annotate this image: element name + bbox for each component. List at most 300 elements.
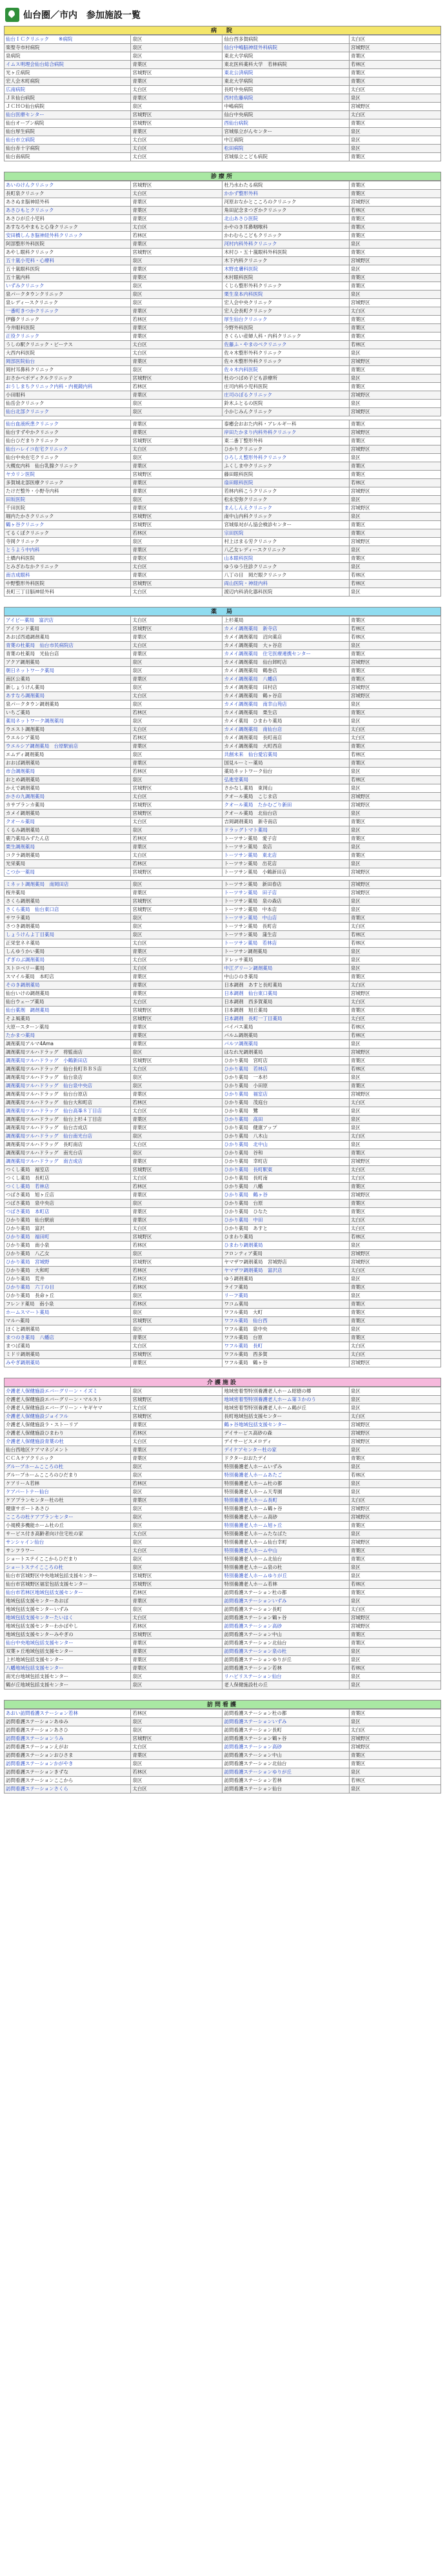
facility-name[interactable]: おさかべボディクルクリニック	[5, 374, 131, 383]
facility-name[interactable]: ワフル薬局 台原	[222, 1334, 349, 1342]
facility-name[interactable]: ひかり薬局 南小泉	[5, 1242, 131, 1250]
facility-name[interactable]: ひかり薬局 長町駅東	[222, 1166, 349, 1174]
facility-name[interactable]: ヤマザワ調剤薬局 富沢店	[222, 1267, 349, 1275]
facility-name[interactable]: 北山あさひ医院	[222, 215, 349, 223]
facility-name[interactable]: 村上ほまる労クリニック	[222, 538, 349, 546]
facility-name[interactable]: ウエルシア薬局	[5, 734, 131, 742]
facility-name[interactable]: つくし薬局 若林店	[5, 1183, 131, 1191]
facility-name[interactable]: 地域密着型特別養護老人ホーム鶴が丘	[222, 1404, 349, 1413]
facility-name[interactable]: 特別養護老人ホーム高砂	[222, 1513, 349, 1522]
facility-name[interactable]: 青葉の杜薬局 光仙台店	[5, 650, 131, 659]
facility-name[interactable]: 宏人会木町病院	[5, 77, 131, 86]
facility-name[interactable]: 仙台北部クリニック	[5, 408, 131, 416]
facility-name[interactable]: 訪問看護ステーションうみ	[5, 1735, 131, 1743]
facility-name[interactable]: トーツサン薬局 長町店	[222, 923, 349, 931]
facility-name[interactable]: 地域包括支援センターみやぎの	[5, 1631, 131, 1639]
facility-name[interactable]: 上杉地域包括支援センター	[5, 1656, 131, 1664]
facility-name[interactable]: ひかり薬局 宮町店	[222, 1057, 349, 1065]
facility-name[interactable]: 訪問看護ステーション仙台	[222, 1785, 349, 1794]
facility-name[interactable]: 訪問看護ステーションきずな	[5, 1768, 131, 1777]
facility-name[interactable]: 伊藤クリニック	[5, 316, 131, 324]
facility-name[interactable]: 新しょうけん薬局	[5, 684, 131, 692]
facility-name[interactable]: サンフラワー	[5, 1547, 131, 1555]
facility-name[interactable]: マルハ薬局	[5, 1317, 131, 1325]
facility-name[interactable]: 中山ひのき薬局	[222, 973, 349, 981]
facility-name[interactable]: 佐々木整形外科クリニック	[222, 358, 349, 366]
facility-name[interactable]: てるくぼクリニック	[5, 529, 131, 538]
facility-name[interactable]: ミネット調剤薬局 南岡田店	[5, 881, 131, 889]
facility-name[interactable]: 仙台南病院	[5, 153, 131, 161]
facility-name[interactable]: 特別養護老人ホーム仙台幸町	[222, 1538, 349, 1547]
facility-name[interactable]: ホームスマート薬局	[5, 1309, 131, 1317]
facility-name[interactable]: 調剤薬局ツルハドラッグ 南吉成店	[5, 1158, 131, 1166]
facility-name[interactable]: 仙台血液疾患クリニック	[5, 420, 131, 429]
facility-name[interactable]: カメイ調剤薬局 田村店	[222, 684, 349, 692]
facility-name[interactable]: 南中山内科クリニック	[222, 513, 349, 521]
facility-name[interactable]: トーツサン薬局 中山店	[222, 914, 349, 923]
facility-name[interactable]: 佐藤ふ・やまのべクリニック	[222, 341, 349, 349]
facility-name[interactable]: 調剤薬局ツルハドラッグ 南光台店	[5, 1149, 131, 1158]
facility-name[interactable]: 仙台中央病院	[222, 111, 349, 119]
facility-name[interactable]: 訪問看護ステーションゆりが丘	[222, 1656, 349, 1664]
facility-name[interactable]: ミドリ調剤薬局	[5, 1351, 131, 1359]
facility-name[interactable]: ゆう調剤薬局	[222, 1275, 349, 1283]
facility-name[interactable]: あすなろ調剤薬局	[5, 692, 131, 700]
facility-name[interactable]: 仙台西多賀病院	[222, 36, 349, 44]
facility-name[interactable]: ひかり薬局 一本杉	[222, 1074, 349, 1082]
facility-name[interactable]: 特別養護老人ホームたなばた	[222, 1530, 349, 1538]
facility-name[interactable]: こころの杜ケアプランセンター	[5, 1513, 131, 1522]
facility-name[interactable]: 日本調剤 長町一丁目薬局	[222, 1015, 349, 1023]
facility-name[interactable]: 仙台中嶋脳神経外科病院	[222, 44, 349, 52]
facility-name[interactable]: 楽聖寺市村病院	[5, 44, 131, 52]
facility-name[interactable]: 仙台市若林区地域包括支援センター	[5, 1589, 131, 1597]
facility-name[interactable]: 鶴ヶ谷クリニック	[5, 521, 131, 529]
facility-name[interactable]: 仙台ハレイコ在宅クリニック	[5, 445, 131, 454]
facility-name[interactable]: 小かじみんクリニック	[222, 408, 349, 416]
facility-name[interactable]: 訪問看護ステーション中山	[222, 1752, 349, 1760]
facility-name[interactable]: 地域包括支援センターたいはく	[5, 1614, 131, 1622]
facility-name[interactable]: 正役クリニック	[5, 332, 131, 341]
facility-name[interactable]: あやし眼科クリニック	[5, 249, 131, 257]
facility-name[interactable]: カメイ調剤薬局 仙台卸町店	[222, 659, 349, 667]
facility-name[interactable]: カメイ調剤薬局 八幡店	[222, 675, 349, 684]
facility-name[interactable]: さくらい産婦人科・内科クリニック	[222, 332, 349, 341]
facility-name[interactable]: いずみクリニック	[5, 282, 131, 291]
facility-name[interactable]: 調剤薬局ツルハドラッグ 長町南店	[5, 1141, 131, 1149]
facility-name[interactable]: 五十嵐内科	[5, 274, 131, 282]
facility-name[interactable]: クオール薬局 北仙台店	[222, 810, 349, 818]
facility-name[interactable]: 山本眼科医院	[222, 555, 349, 563]
facility-name[interactable]: フロンティア薬局	[222, 1250, 349, 1258]
facility-name[interactable]: たけだ整外・小野寺内科	[5, 487, 131, 496]
facility-name[interactable]: カメイ調剤薬局 沼向薬店	[222, 633, 349, 642]
facility-name[interactable]: 宮城県立がんセンター	[222, 128, 349, 136]
facility-name[interactable]: 訪問看護ステーション若林	[222, 1777, 349, 1785]
facility-name[interactable]: 宮城県立こども病院	[222, 153, 349, 161]
facility-name[interactable]: ずぎのぶ調剤薬局	[5, 956, 131, 965]
facility-name[interactable]: 栗生泉本内科医院	[222, 291, 349, 299]
facility-name[interactable]: 介護老人保健施設ひまわり	[5, 1429, 131, 1438]
facility-name[interactable]: 仙台中央地域包括支援センター	[5, 1639, 131, 1648]
facility-name[interactable]: とみざわなかクリニック	[5, 563, 131, 571]
facility-name[interactable]: 広南病院	[5, 86, 131, 94]
facility-name[interactable]: そのき調剤薬局	[5, 981, 131, 990]
facility-name[interactable]: 調剤薬局ツルハドラッグ 仙台泉中央店	[5, 1082, 131, 1090]
facility-name[interactable]: 若林内科こうクリニック	[222, 487, 349, 496]
facility-name[interactable]: グループホームこころの杜	[5, 1463, 131, 1471]
facility-name[interactable]: あすなろやまもと心身クリニック	[5, 223, 131, 232]
facility-name[interactable]: 訪問看護ステーションおひさま	[5, 1752, 131, 1760]
facility-name[interactable]: かえで調剤薬局	[5, 784, 131, 793]
facility-name[interactable]: ウエルシア調剤薬局 台原駅前店	[5, 742, 131, 751]
facility-name[interactable]: 南吉成眼科	[5, 571, 131, 580]
facility-name[interactable]: 大西内科医院	[5, 349, 131, 358]
facility-name[interactable]: アイビー薬局 富沢店	[5, 617, 131, 625]
facility-name[interactable]: そよ風薬局	[5, 1015, 131, 1023]
facility-name[interactable]: 仙台ひだまりクリニック	[5, 437, 131, 445]
facility-name[interactable]: 木村眼科医院	[222, 274, 349, 282]
facility-name[interactable]: ひかり薬局 仙台駅前	[5, 1216, 131, 1225]
facility-name[interactable]: 岡部医院仙台	[5, 358, 131, 366]
facility-name[interactable]: 仙岳会クリニック	[5, 400, 131, 408]
facility-name[interactable]: カメイ調剤薬局 鶴巻店	[222, 667, 349, 675]
facility-name[interactable]: 八乙女レディースクリニック	[222, 546, 349, 555]
facility-name[interactable]: 地域包括支援センターわかばやし	[5, 1622, 131, 1631]
facility-name[interactable]: 東北大学病院	[222, 77, 349, 86]
facility-name[interactable]: 調剤薬局ツルハドラッグ 仙台吉成店	[5, 1124, 131, 1132]
facility-name[interactable]: 特別養護老人ホームあたご	[222, 1471, 349, 1480]
facility-name[interactable]: ひかり薬局 八木山	[222, 1132, 349, 1141]
facility-name[interactable]: おとめ調剤薬局	[5, 776, 131, 784]
facility-name[interactable]: 木下内科クリニック	[222, 257, 349, 265]
facility-name[interactable]: 千田医院	[5, 504, 131, 513]
facility-name[interactable]: デイケアセンター杜の家	[222, 1446, 349, 1455]
facility-name[interactable]: 地域密着型特別養護老人ホーム第３かのう	[222, 1396, 349, 1404]
facility-name[interactable]: カメイ調剤薬局 南幸山苑店	[222, 700, 349, 709]
facility-name[interactable]: とうよう中内科	[5, 546, 131, 555]
facility-name[interactable]: 特別養護老人ホーム若林	[222, 1580, 349, 1589]
facility-name[interactable]: ひかり薬局 谷和	[222, 1149, 349, 1158]
facility-name[interactable]: ケアリーＡ若林	[5, 1480, 131, 1488]
facility-name[interactable]: エムディ調剤薬局	[5, 751, 131, 759]
facility-name[interactable]: 堀内たかさクリニック	[5, 513, 131, 521]
facility-name[interactable]: 五十嵐眼科医院	[5, 265, 131, 274]
facility-name[interactable]: カメイ調剤薬局 大ヶ谷店	[222, 642, 349, 650]
facility-name[interactable]: 桜井薬局	[5, 889, 131, 897]
facility-name[interactable]: 訪問看護ステーション高砂	[222, 1743, 349, 1752]
facility-name[interactable]: 中野整形外科医院	[5, 580, 131, 588]
facility-name[interactable]: 仙台西地区ケアマネジメント	[5, 1446, 131, 1455]
facility-name[interactable]: 訪問看護ステーション北仙台	[222, 1639, 349, 1648]
facility-name[interactable]: コクラ調剤薬局	[5, 852, 131, 860]
facility-name[interactable]: ヤマザワ調剤薬局 宮城野店	[222, 1258, 349, 1267]
facility-name[interactable]: つくし薬局 福室店	[5, 1166, 131, 1174]
facility-name[interactable]: あさひもとクリニック	[5, 207, 131, 215]
facility-name[interactable]: 介護老人保健施設ジョイフル	[5, 1413, 131, 1421]
facility-name[interactable]: 調剤薬局ツルハドラッグ 仙台長町ＢＢＳ店	[5, 1065, 131, 1074]
facility-name[interactable]: ひかり薬局 北中山	[222, 1141, 349, 1149]
facility-name[interactable]: 仙台中央在宅クリニック	[5, 454, 131, 462]
facility-name[interactable]: トーツサン調剤薬局	[222, 948, 349, 956]
facility-name[interactable]: 泉パークタウン調剤薬局	[5, 700, 131, 709]
facility-name[interactable]: ひかり薬局 中田	[222, 1216, 349, 1225]
facility-name[interactable]: 日本調剤 仙台東口薬局	[222, 990, 349, 998]
facility-name[interactable]: ひかり薬局 幸町店	[222, 1158, 349, 1166]
facility-name[interactable]: ひかり薬局 長町南	[222, 1174, 349, 1183]
facility-name[interactable]: 東北公済病院	[222, 69, 349, 77]
facility-name[interactable]: ひかり薬局 八乙女	[5, 1250, 131, 1258]
facility-name[interactable]: デイサービス高砂の森	[222, 1429, 349, 1438]
facility-name[interactable]: さくら薬局 仙台東口店	[5, 906, 131, 914]
facility-name[interactable]: 仙台オープン病院	[5, 119, 131, 128]
facility-name[interactable]: ストロベリー薬局	[5, 965, 131, 973]
facility-name[interactable]: 厚生仙台クリニック	[222, 316, 349, 324]
facility-name[interactable]: ひかり薬局 富沢	[5, 1225, 131, 1233]
facility-name[interactable]: ひかり薬局 茂庭台	[222, 1099, 349, 1107]
facility-name[interactable]: 薬局ネットワーク調剤薬局	[5, 717, 131, 726]
facility-name[interactable]: 五十嵐小児科・心療科	[5, 257, 131, 265]
facility-name[interactable]: ひかり薬局 長命ヶ丘	[5, 1292, 131, 1300]
facility-name[interactable]: さかなし薬局 東岡山	[222, 784, 349, 793]
facility-name[interactable]: 日本調剤 旭丘薬局	[222, 1007, 349, 1015]
facility-name[interactable]: 調剤薬局ツルハドラッグ 小鶴新田店	[5, 1057, 131, 1065]
facility-name[interactable]: 岸田たかまり内科外科クリニック	[222, 429, 349, 437]
facility-name[interactable]: おうしまちクリニック内科・内視鏡内科	[5, 383, 131, 391]
facility-name[interactable]: しょうけんよ丁目薬局	[5, 931, 131, 939]
facility-name[interactable]: ワフル薬局 大町	[222, 1309, 349, 1317]
facility-name[interactable]: 訪問看護ステーション長町	[222, 1606, 349, 1614]
facility-name[interactable]: 訪問看護ステーション若林	[222, 1664, 349, 1673]
facility-name[interactable]: つばさ薬局 本町店	[5, 1208, 131, 1216]
facility-name[interactable]: ひかり薬局 福室店	[222, 1090, 349, 1099]
facility-name[interactable]: いちご薬局	[5, 709, 131, 717]
facility-name[interactable]: アイランド薬局	[5, 625, 131, 633]
facility-name[interactable]: ショートステイこころの杜	[5, 1564, 131, 1572]
facility-name[interactable]: ひかり薬局 八幡	[222, 1183, 349, 1191]
facility-name[interactable]: 鶴ヶ谷地域包括支援センター	[222, 1421, 349, 1429]
facility-name[interactable]: ひかり薬局 健康アップ	[222, 1124, 349, 1132]
facility-name[interactable]: 大槻皮内科 仙台乳腺クリニック	[5, 462, 131, 471]
facility-name[interactable]: カメイ調剤薬局 鶴ヶ谷店	[222, 692, 349, 700]
facility-name[interactable]: ワフル薬局 鶴ヶ谷	[222, 1359, 349, 1367]
facility-name[interactable]: フレンド薬局 南小泉	[5, 1300, 131, 1309]
facility-name[interactable]: 東北大学病院	[222, 52, 349, 61]
facility-name[interactable]: パルム調剤薬局	[222, 1032, 349, 1040]
facility-name[interactable]: 市合調剤薬局	[5, 768, 131, 776]
facility-name[interactable]: ひろしえ整形外科クリニック	[222, 454, 349, 462]
facility-name[interactable]: 健康サポートあさひ	[5, 1505, 131, 1513]
facility-name[interactable]: 介護老人保健施設青葉の杜	[5, 1438, 131, 1446]
facility-name[interactable]: トーツサン薬局 中本店	[222, 906, 349, 914]
facility-name[interactable]: トーツサン薬局 若林店	[222, 939, 349, 948]
facility-name[interactable]: 訪問看護ステーションあゆみ	[5, 1718, 131, 1726]
facility-name[interactable]: 地域包括支援センターいずみ	[5, 1606, 131, 1614]
facility-name[interactable]: リーフ薬局	[222, 1292, 349, 1300]
facility-name[interactable]: 木野皮膚科医院	[222, 265, 349, 274]
facility-name[interactable]: イムス明理会仙台総合病院	[5, 61, 131, 69]
facility-name[interactable]: 宏人会長町クリニック	[222, 307, 349, 316]
facility-name[interactable]: 特別養護老人ホーム杜の都	[222, 1480, 349, 1488]
facility-name[interactable]: ひまわり薬局	[222, 1233, 349, 1242]
facility-name[interactable]: さつき調剤薬局	[5, 923, 131, 931]
facility-name[interactable]: トーツサン薬局 泉の森店	[222, 897, 349, 906]
facility-name[interactable]: つくし薬局 長町店	[5, 1174, 131, 1183]
facility-name[interactable]: つばさ薬局 泉中央店	[5, 1200, 131, 1208]
facility-name[interactable]: 田坂医院	[5, 496, 131, 504]
facility-name[interactable]: ウエスト調剤薬局	[5, 726, 131, 734]
facility-name[interactable]: ひかり薬局 福田町	[5, 1233, 131, 1242]
facility-name[interactable]: ドラッグトマト薬局	[222, 826, 349, 835]
facility-name[interactable]: 長町中央病院	[222, 86, 349, 94]
facility-name[interactable]: ひかり薬局 六丁の目	[5, 1283, 131, 1292]
facility-name[interactable]: 地域密着型特別養護老人ホーム昭徳の郷	[222, 1387, 349, 1396]
facility-name[interactable]: トーツサン薬局 蒲生店	[222, 931, 349, 939]
facility-name[interactable]: トーツサン薬局 東北店	[222, 852, 349, 860]
facility-name[interactable]: 地域包括支援センターあおば	[5, 1597, 131, 1606]
facility-name[interactable]: 西仙台病院	[222, 119, 349, 128]
facility-name[interactable]: 仙台厚生病院	[5, 128, 131, 136]
facility-name[interactable]: 特別養護老人ホーム泉の杜	[222, 1564, 349, 1572]
facility-name[interactable]: 寺岡クリニック	[5, 538, 131, 546]
facility-name[interactable]: かわむらこどもクリニック	[222, 232, 349, 240]
facility-name[interactable]: ケアパートナー仙台	[5, 1488, 131, 1497]
facility-name[interactable]: 特別養護老人ホーム天寿園	[222, 1488, 349, 1497]
facility-name[interactable]: 河村内科外科クリニック	[222, 240, 349, 249]
facility-name[interactable]: 仙台市宮城野区福室包括支援センター	[5, 1580, 131, 1589]
facility-name[interactable]: ドクターおおたデイ	[222, 1455, 349, 1463]
facility-name[interactable]: まつのき薬局 八幡店	[5, 1334, 131, 1342]
facility-name[interactable]: スマイル薬局 本町店	[5, 973, 131, 981]
facility-name[interactable]: 訪問看護ステーション北仙台	[222, 1760, 349, 1768]
facility-name[interactable]: 宏人会中央クリニック	[222, 299, 349, 307]
facility-name[interactable]: 訪問看護ステーション中山	[222, 1631, 349, 1639]
facility-name[interactable]: 吉岡調剤薬局 新寺南店	[222, 818, 349, 826]
facility-name[interactable]: ひかりクリニック	[222, 445, 349, 454]
facility-name[interactable]: 光ヶ丘病院	[5, 69, 131, 77]
facility-name[interactable]: こつか一薬局	[5, 868, 131, 877]
facility-name[interactable]: 仙台ＩＣクリニック ※病院	[5, 36, 131, 44]
facility-name[interactable]: 仙台市立病院	[5, 136, 131, 145]
facility-name[interactable]: 松永安弥クリニック	[222, 496, 349, 504]
facility-name[interactable]: ひかり薬局 荒井	[5, 1275, 131, 1283]
facility-name[interactable]: ひかり薬局 鷺	[222, 1107, 349, 1116]
facility-name[interactable]: 薬局ネットワーク仙台	[222, 768, 349, 776]
facility-name[interactable]: ワフル薬局 仙台西	[222, 1317, 349, 1325]
facility-name[interactable]: ライフ薬局	[222, 1283, 349, 1292]
facility-name[interactable]: リハビリステーション仙台	[222, 1673, 349, 1681]
facility-name[interactable]: 杜乃水わたる病院	[222, 181, 349, 190]
facility-name[interactable]: おおば調剤薬局	[5, 759, 131, 768]
facility-name[interactable]: 中嶋病院	[222, 103, 349, 111]
facility-name[interactable]: ひかり薬局 若林店	[222, 1065, 349, 1074]
facility-name[interactable]: 庄司のぼるクリニック	[222, 391, 349, 400]
facility-name[interactable]: 訪問看護ステーションさくら	[5, 1785, 131, 1794]
facility-name[interactable]: たかまつ薬局	[5, 1032, 131, 1040]
facility-name[interactable]: さくら調剤薬局	[5, 897, 131, 906]
facility-name[interactable]: ひかり薬局 あすと	[222, 1225, 349, 1233]
facility-name[interactable]: ふくしま中クリニック	[222, 462, 349, 471]
facility-name[interactable]: 上杉薬局	[222, 617, 349, 625]
facility-name[interactable]: 特別養護老人ホーム長町	[222, 1497, 349, 1505]
facility-name[interactable]: 仙台市宮城野区中央地域包括支援センター	[5, 1572, 131, 1580]
facility-name[interactable]: まつば薬局	[5, 1342, 131, 1351]
facility-name[interactable]: 介護老人保健施設エバーグリーン・イズミ	[5, 1387, 131, 1396]
facility-name[interactable]: ひかり薬局 高田	[222, 1116, 349, 1124]
facility-name[interactable]: ＪＣＨＯ仙台病院	[5, 103, 131, 111]
facility-name[interactable]: 小規模多機能ホーム杜の丘	[5, 1522, 131, 1530]
facility-name[interactable]: ワフル薬局 西多賀	[222, 1351, 349, 1359]
facility-name[interactable]: 杜のつばめ子ども診療所	[222, 374, 349, 383]
facility-name[interactable]: あおば西通調剤薬局	[5, 633, 131, 642]
facility-name[interactable]: トーツサン薬局 出花店	[222, 860, 349, 868]
facility-name[interactable]: 調剤薬局ツルハドラッグ 仙台高峯８丁目店	[5, 1107, 131, 1116]
facility-name[interactable]: 仙台医療センター	[5, 111, 131, 119]
facility-name[interactable]: 長町三丁目脳神経外科	[5, 588, 131, 597]
facility-name[interactable]: クオール薬局 たかむごり新田	[222, 801, 349, 810]
facility-name[interactable]: ヤカリン医院	[5, 471, 131, 479]
facility-name[interactable]: 正栄堂ネネ薬局	[5, 939, 131, 948]
facility-name[interactable]: 泉病院	[5, 52, 131, 61]
facility-name[interactable]: 松田病院	[222, 145, 349, 153]
facility-name[interactable]: パルツ調剤薬局	[222, 1040, 349, 1048]
facility-name[interactable]: 調剤薬局ツルハドラッグ 仙台大和町店	[5, 1099, 131, 1107]
facility-name[interactable]: 一番町きつかクリニック	[5, 307, 131, 316]
facility-name[interactable]: 仙台ウェーブ薬局	[5, 998, 131, 1007]
facility-name[interactable]: 仙台薬剤 調剤薬局	[5, 1007, 131, 1015]
facility-name[interactable]: 訪問看護ステーションゆりが丘	[222, 1768, 349, 1777]
facility-name[interactable]: 両山医院・神経内科	[222, 580, 349, 588]
facility-name[interactable]: 訪問看護ステーションいずみ	[222, 1718, 349, 1726]
facility-name[interactable]: 今井眼科医院	[5, 324, 131, 332]
facility-name[interactable]: 特別養護老人ホームゆりが丘	[222, 1572, 349, 1580]
facility-name[interactable]: 訪問看護ステーションここから	[5, 1777, 131, 1785]
facility-name[interactable]: 介護老人保健施設エバーグリーン・ヤギヤマ	[5, 1404, 131, 1413]
facility-name[interactable]: 調剤薬局ツルハドラッグ 仙台南光台店	[5, 1132, 131, 1141]
facility-name[interactable]: 訪問看護ステーションあさひ	[5, 1726, 131, 1735]
facility-name[interactable]: 泉レディースクリニック	[5, 299, 131, 307]
facility-name[interactable]: 光栄薬局	[5, 860, 131, 868]
facility-name[interactable]: 八幡地域包括支援センター	[5, 1664, 131, 1673]
facility-name[interactable]: 訪問看護ステーション杜の都	[222, 1589, 349, 1597]
facility-name[interactable]: 西村佐藤病院	[222, 94, 349, 103]
facility-name[interactable]: 泰癒会おおた内科・アレルギー科	[222, 420, 349, 429]
facility-name[interactable]: 中江病院	[222, 136, 349, 145]
facility-name[interactable]: 泉パークタウンクリニック	[5, 291, 131, 299]
facility-name[interactable]: ゆうゆう往診クリニック	[222, 563, 349, 571]
facility-name[interactable]: 今野外科医院	[222, 324, 349, 332]
facility-name[interactable]: カメイ調剤薬局 新寺店	[222, 625, 349, 633]
facility-name[interactable]: 鹿乃薬局みずたん店	[5, 835, 131, 843]
facility-name[interactable]: カメイ調剤薬局 大町西店	[222, 742, 349, 751]
facility-name[interactable]: つばさ薬局 旭ヶ丘店	[5, 1191, 131, 1200]
facility-name[interactable]: 双葉ヶ丘地域包括支援センター	[5, 1648, 131, 1656]
facility-name[interactable]: はなれ光調剤薬局	[222, 1048, 349, 1057]
facility-name[interactable]: 佐々木整形外科クリニック	[222, 349, 349, 358]
facility-name[interactable]: 鶴が丘地域包括支援センター	[5, 1681, 131, 1690]
facility-name[interactable]: 調剤薬局ツルハドラッグ 仙台台原店	[5, 1090, 131, 1099]
facility-name[interactable]: 南区公薬局	[5, 675, 131, 684]
facility-name[interactable]: ひかり薬局 台原	[222, 1200, 349, 1208]
facility-name[interactable]: 特別養護老人ホーム北仙台	[222, 1555, 349, 1564]
facility-name[interactable]: 長町地域包括支援センター	[222, 1413, 349, 1421]
facility-name[interactable]: あいのけんクリニック	[5, 181, 131, 190]
facility-name[interactable]: デイサービスメロディ	[222, 1438, 349, 1446]
facility-name[interactable]: カメイ調剤薬局	[5, 810, 131, 818]
facility-name[interactable]: ケアプランセンター杜の杜	[5, 1497, 131, 1505]
facility-name[interactable]: クオール薬局 こじま店	[222, 793, 349, 801]
facility-name[interactable]: 特別養護老人ホームいずみ	[222, 1463, 349, 1471]
